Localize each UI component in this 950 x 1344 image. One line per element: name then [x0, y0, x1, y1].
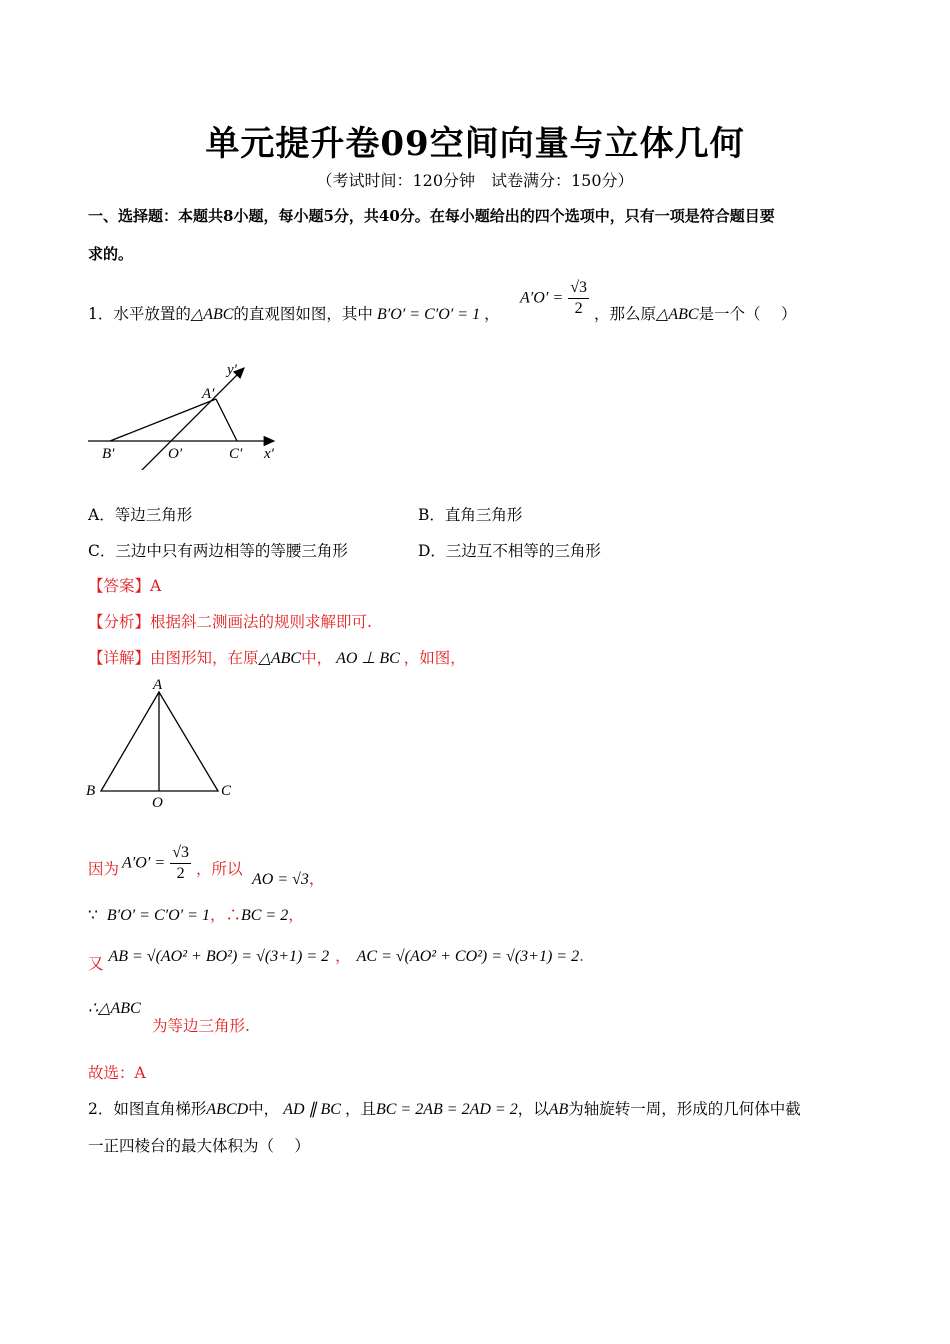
fraction-numerator: √3: [170, 843, 191, 864]
label-a: A′: [202, 386, 215, 402]
stem-text: 水平放置的: [113, 305, 191, 323]
stem-text: ，以: [517, 1100, 549, 1118]
question-number: 1．: [88, 305, 114, 323]
therefore-triangle: ∴△ABC: [88, 1000, 141, 1017]
length-equation: BC = 2AB = 2AD = 2: [375, 1101, 518, 1118]
stem-text: 中，: [248, 1100, 280, 1118]
separator: ，: [308, 869, 325, 888]
analysis-line: [88, 610, 372, 632]
therefore-expression: [88, 998, 141, 1018]
label-y: y′: [227, 362, 237, 378]
separator: ，: [288, 906, 304, 924]
fraction-numerator: √3: [568, 278, 589, 299]
analysis-text: 根据斜二测画法的规则求解即可.: [150, 613, 372, 631]
separator: .: [579, 947, 585, 965]
axis-name: AB: [548, 1101, 569, 1118]
ao-equation-line: [252, 866, 325, 889]
label-x: x′: [264, 446, 274, 462]
ab-equation: AB = √(AO² + BO²) = √(3+1) = 2: [108, 948, 330, 965]
because-fraction-expression: [122, 843, 191, 884]
because-text: 因为: [88, 860, 120, 878]
triangle-symbol: △ABC: [258, 650, 302, 667]
fraction: [170, 843, 191, 884]
stem-text: ，且: [344, 1100, 376, 1118]
label-o: O: [152, 795, 163, 810]
perpendicular-expression: AO ⊥ BC: [336, 650, 400, 667]
therefore-symbol: ，∴: [209, 906, 241, 924]
triangle-symbol: △ABC: [190, 306, 234, 323]
fraction-denominator: 2: [574, 300, 583, 317]
separator: ，: [484, 305, 500, 323]
detail-text: 由图形知，在原: [150, 649, 259, 667]
label-c: C: [221, 783, 232, 799]
segment-a-c: [216, 399, 237, 441]
label-b: B′: [102, 446, 115, 462]
since-line: [88, 903, 304, 925]
section-heading-line2: 求的。: [88, 245, 134, 263]
triangle-symbol: △ABC: [656, 306, 699, 323]
option-b: B．直角三角形: [418, 506, 523, 524]
choice-line: 故选：A: [88, 1064, 146, 1082]
question-2-stem-line2: 一正四棱台的最大体积为（ ）: [88, 1137, 310, 1155]
therefore-text: 为等边三角形.: [152, 1017, 250, 1035]
exam-info: （考试时间：120分钟 试卷满分：150分）: [316, 171, 634, 190]
ao-equation: AO = √3: [252, 871, 309, 888]
oblique-view-figure: [84, 358, 294, 470]
ao-fraction-expression: [520, 278, 589, 319]
because-lhs: A′O′ =: [122, 854, 166, 872]
option-a: A．等边三角形: [88, 506, 193, 524]
original-triangle-figure: [84, 674, 244, 810]
label-o: O′: [168, 446, 183, 462]
condition-equation: B′O′ = C′O′ = 1: [376, 306, 481, 323]
fraction-denominator: 2: [176, 865, 185, 882]
separator: ，: [335, 947, 351, 965]
stem-text: 是一个（ ）: [698, 305, 797, 323]
detail-text: 中，: [301, 649, 333, 667]
segment-b-a: [110, 399, 216, 441]
detail-text: ，如图，: [403, 649, 466, 667]
detail-line: [88, 646, 466, 668]
trapezoid-name: ABCD: [206, 1101, 249, 1118]
ao-lhs: A′O′ =: [520, 289, 564, 307]
bo-co-equation: B′O′ = C′O′ = 1: [106, 907, 210, 924]
also-line: [88, 944, 585, 973]
question-number: 2．: [88, 1100, 114, 1118]
parallel-expression: AD ∥ BC: [283, 1101, 341, 1118]
question-1-stem: [88, 302, 500, 324]
fraction: [568, 278, 589, 319]
analysis-tag: 【分析】: [88, 613, 151, 631]
stem-text: ，那么原: [594, 305, 657, 323]
option-c: C．三边中只有两边相等的等腰三角形: [88, 542, 348, 560]
ac-equation: AC = √(AO² + CO²) = √(3+1) = 2: [356, 948, 580, 965]
answer-line: 【答案】A: [88, 577, 162, 595]
question-1-stem-tail: [594, 302, 796, 324]
stem-text: 的直观图如图，其中: [233, 305, 373, 323]
page-title: 单元提升卷09空间向量与立体几何: [205, 124, 745, 164]
label-b: B: [86, 783, 96, 799]
so-text: ，所以: [196, 860, 243, 878]
detail-tag: 【详解】: [88, 649, 151, 667]
bc-equation: BC = 2: [240, 907, 289, 924]
option-d: D．三边互不相等的三角形: [418, 542, 601, 560]
label-a: A: [153, 677, 163, 693]
also-word: 又: [88, 955, 104, 973]
label-c: C′: [229, 446, 243, 462]
section-heading-line1: 一、选择题：本题共8小题，每小题5分，共40分。在每小题给出的四个选项中，只有一项是符合题目要: [88, 207, 775, 225]
because-symbol: ∵: [88, 906, 98, 924]
stem-text: 为轴旋转一周，形成的几何体中截: [568, 1100, 801, 1118]
question-2-stem: [88, 1097, 801, 1119]
stem-text: 如图直角梯形: [113, 1100, 207, 1118]
